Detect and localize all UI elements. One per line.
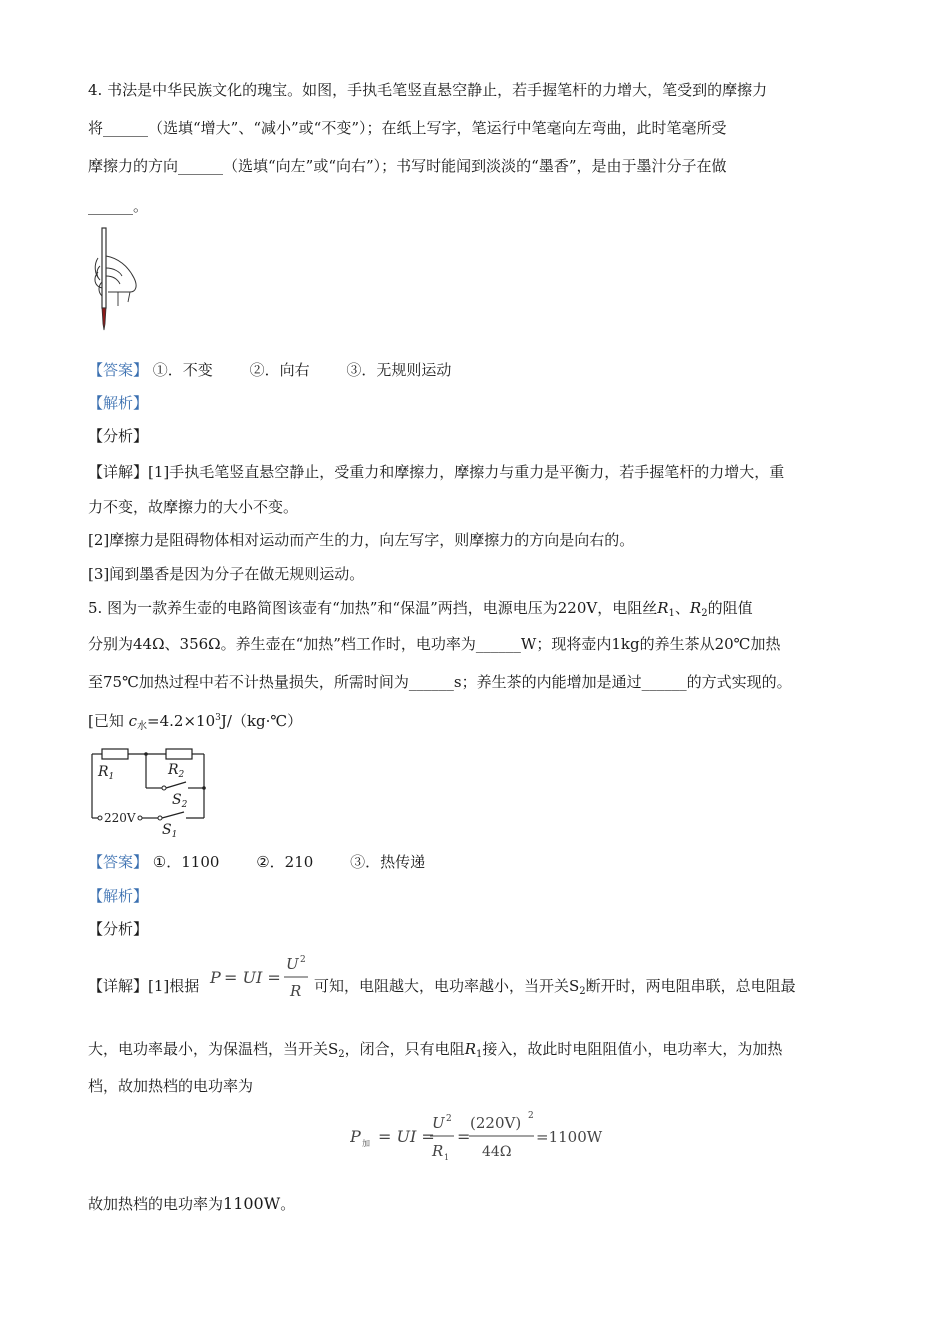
svg-text:=: =: [457, 1127, 471, 1146]
q5-analysis-tag: 【解析】: [88, 887, 149, 905]
svg-text:2: 2: [300, 955, 306, 965]
label-s2: $S_2$: [172, 792, 188, 810]
q4-text-line-3: 摩擦力的方向______（选填“向左”或“向右”）；书写时能闻到淡淡的“墨香”，是由于墨汁分子在做: [88, 157, 727, 175]
q5-text-line-4: [已知 $c_水=4.2\times 10^3J/(kg\cdot℃)$: [88, 712, 303, 732]
q5-text-line-1: 5. 图为一款养生壶的电路简图该壶有“加热”和“保温”两挡，电源电压为220V，电阻丝$R_1$、$R_2$的阻值: [88, 599, 753, 619]
svg-text:= UI =: = UI =: [224, 968, 281, 987]
brush-figure: [88, 226, 148, 332]
svg-text:R: R: [432, 1142, 444, 1160]
heating-power-calculation: [350, 1108, 610, 1166]
q4-answer-2: ②．向右: [249, 361, 310, 379]
q5-conclusion: 故加热档的电功率为1100W。: [88, 1194, 296, 1213]
svg-text:2: 2: [528, 1111, 534, 1121]
q4-answer-row: [88, 360, 483, 380]
q5-detail-line-1-rest: 可知，电阻越大，电功率越小，当开关$S_2$断开时，两电阻串联，总电阻最: [314, 977, 796, 997]
q5-answer-3: ③．热传递: [350, 853, 426, 871]
q5-text-line-2: 分别为44Ω、356Ω。养生壶在“加热”档工作时，电功率为______W；现将壶内1kg的养生茶从20℃加热: [88, 635, 781, 653]
svg-text:=1100W: =1100W: [536, 1128, 603, 1146]
q4-detail-line-1: 【详解】[1]手执毛笔竖直悬空静止，受重力和摩擦力，摩擦力与重力是平衡力，若手握笔杆的力增大，重: [88, 463, 785, 481]
label-voltage: 220V: [104, 811, 136, 825]
q4-text-line-2: 将______（选填“增大”、“减小”或“不变”）；在纸上写字，笔运行中笔毫向左弯曲，此时笔毫所受: [88, 119, 727, 137]
svg-text:R: R: [290, 982, 302, 1000]
svg-text:U: U: [432, 1114, 445, 1132]
power-formula: [208, 952, 312, 1002]
q4-detail-line-2: 力不变，故摩擦力的大小不变。: [88, 498, 299, 516]
svg-text:44Ω: 44Ω: [482, 1144, 512, 1160]
q4-text-line-4: ______。: [88, 197, 149, 215]
q5-detail-line-3: 档，故加热档的电功率为: [88, 1077, 254, 1095]
label-r1: $R_1$: [98, 764, 115, 782]
q4-detail-line-4: [3]闻到墨香是因为分子在做无规则运动。: [88, 565, 365, 583]
svg-text:U: U: [286, 955, 299, 973]
svg-text:2: 2: [446, 1114, 452, 1124]
q5-text-line-3: 至75℃加热过程中若不计热量损失，所需时间为______s；养生茶的内能增加是通过______的方式实现的。: [88, 673, 792, 691]
q4-answer-1: ①．不变: [152, 361, 213, 379]
q5-detail-line-2: 大，电功率最小，为保温档，当开关$S_2$，闭合，只有电阻$R_1$接入，故此时电阻阻值小，电功率大，为加热: [88, 1040, 783, 1060]
q4-fenxi-tag: 【分析】: [88, 427, 149, 445]
q5-answer-2: ②．210: [256, 853, 314, 871]
resistor-r2: [166, 749, 192, 759]
svg-text:1: 1: [444, 1153, 450, 1162]
circuit-diagram: [88, 742, 212, 838]
q5-answer-row: [88, 852, 457, 872]
label-s1: $S_1$: [162, 822, 178, 838]
resistor-r1: [102, 749, 128, 759]
svg-text:加: 加: [362, 1139, 370, 1148]
svg-text:P: P: [210, 968, 221, 987]
svg-text:(220V): (220V): [470, 1114, 522, 1132]
svg-text:= UI =: = UI =: [378, 1127, 435, 1146]
q4-detail-line-3: [2]摩擦力是阻碍物体相对运动而产生的力，向左写字，则摩擦力的方向是向右的。: [88, 531, 635, 549]
answer-tag: 【答案】: [88, 853, 149, 871]
q4-text-line-1: 4. 书法是中华民族文化的瑰宝。如图，手执毛笔竖直悬空静止，若手握笔杆的力增大，笔受到的摩擦力: [88, 81, 768, 99]
q4-analysis-tag: 【解析】: [88, 394, 149, 412]
q5-fenxi-tag: 【分析】: [88, 920, 149, 938]
label-r2: $R_2$: [168, 762, 185, 780]
answer-tag: 【答案】: [88, 361, 149, 379]
q5-answer-1: ①．1100: [152, 853, 220, 871]
q5-detail-line-1: 【详解】[1]根据: [88, 977, 200, 995]
svg-text:P: P: [350, 1127, 361, 1146]
q4-answer-3: ③．无规则运动: [346, 361, 452, 379]
